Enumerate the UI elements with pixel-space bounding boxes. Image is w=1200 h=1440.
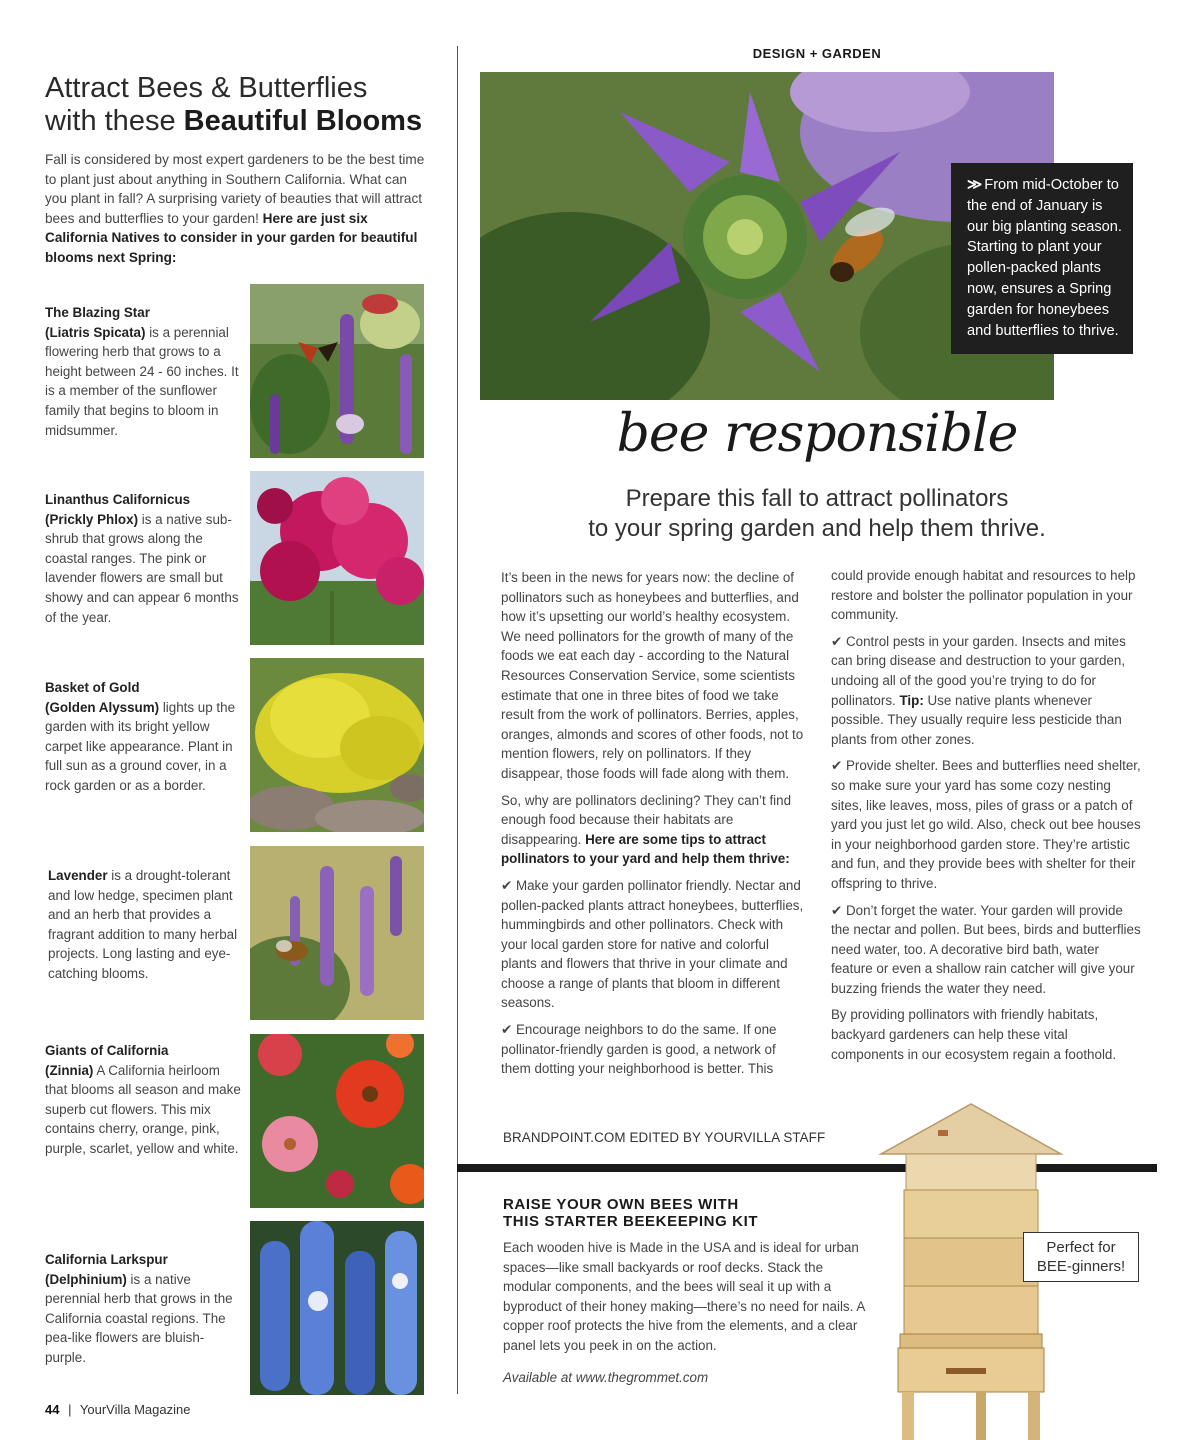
perfect-for-badge	[1023, 1232, 1139, 1282]
article-paragraph-1: It’s been in the news for years now: the decline of pollinators such as honeybees and butterflies, and how it’s upsetting our world’s healthy ecosystem. We need pollinators for the growth of many of the foods we eat each day - according to the Natural Resources Conservation Service, some scientists estimate that one in three bites of food we take result from the work of pollinators. Berries, apples, oranges, almonds and scores of other foods, not to mention flowers, rely on pollinators. If they disappear, those foods will fade along with them.	[501, 570, 804, 781]
prickly-phlox-photo	[250, 471, 424, 645]
tip-text: Don’t forget the water. Your garden will provide the nectar and pollen. But bees, birds and butterflies need water, too. A decorative bird bath, water feature or even a shallow rain catcher will give your buzzing friends the water they need.	[831, 902, 1141, 996]
tip-text: Control pests in your garden. Insects and mites can bring disease and destruction to your garden, undoing all of the good you’re trying to do for pollinators.	[831, 633, 1126, 708]
tip-shelter	[831, 756, 1141, 893]
flower-entry-blazing-star	[45, 303, 245, 440]
flower-latin: (Delphinium)	[45, 1271, 127, 1287]
article-column-1	[501, 568, 807, 1086]
checkmark-icon: ✔	[501, 1022, 513, 1038]
subhead-line-1: Prepare this fall to attract pollinators	[625, 485, 1009, 512]
blazing-star-photo	[250, 284, 424, 458]
flower-desc: A California heirloom that blooms all season and make superb cut flowers. This mix contains cherry, orange, pink, purple, scarlet, yellow and white.	[45, 1062, 241, 1156]
page-footer	[45, 1402, 190, 1417]
column-divider	[457, 46, 458, 1394]
tip-label: Tip:	[899, 692, 924, 708]
article-closing: By providing pollinators with friendly habitats, backyard gardeners can help these vital components in our ecosystem regain a foothold.	[831, 1007, 1117, 1062]
zinnia-photo	[250, 1034, 424, 1208]
tip-control-pests	[831, 632, 1141, 750]
badge-line-2: BEE-ginners!	[1036, 1258, 1126, 1275]
tip-text-end: Use native plants whenever possible. They usually require less pesticide than plants from other zones.	[831, 692, 1122, 747]
title-line-1: Attract Bees & Butterflies	[45, 72, 368, 104]
feature-subhead	[480, 484, 1154, 544]
title-line-2-bold: Beautiful Blooms	[183, 105, 423, 137]
flower-entry-zinnia	[45, 1041, 245, 1159]
kit-heading-line-1: RAISE YOUR OWN BEES WITH	[503, 1196, 739, 1213]
tip-text: Make your garden pollinator friendly. Nectar and pollen-packed plants attract honeybees, butterflies, hummingbirds and other pollinators. Check with your local garden store for native and colorful plants and flowers that thrive in your climate and choose a range of plants that bloom in different seasons.	[501, 877, 804, 1011]
golden-alyssum-photo	[250, 658, 424, 832]
kit-description: Each wooden hive is Made in the USA and is ideal for urban spaces—like small backyards or roof decks. Stack the modular components, and the bees will seal it up with a byproduct of their honey making—there’s no need for nails. A copper roof protects the hive from the elements, and a clear panel lets you peek in on the action.	[503, 1240, 865, 1353]
magazine-name: YourVilla Magazine	[79, 1402, 191, 1417]
tip-text: Provide shelter. Bees and butterflies need shelter, so make sure your yard has some cozy nesting sites, like leaves, moss, piles of grass or a patch of yard you just let go wild. Also, check out bee houses in your neighborhood garden store. They’re artistic and fun, and they provide bees with shelter for their offspring to thrive.	[831, 758, 1141, 891]
flower-name: California Larkspur	[45, 1252, 168, 1267]
callout-text: From mid-October to the end of January is our big planting season. Starting to plant your pollen-packed plants now, ensures a Spring garden for honeybees and butterflies to thrive.	[967, 177, 1122, 339]
lavender-photo	[250, 846, 424, 1020]
kit-heading	[503, 1196, 843, 1230]
flower-entry-linanthus	[45, 490, 245, 627]
footer-separator: |	[68, 1402, 72, 1417]
article-credit: BRANDPOINT.COM EDITED BY YOURVILLA STAFF	[503, 1130, 826, 1145]
page-number: 44	[45, 1402, 60, 1417]
flower-entry-basket-of-gold	[45, 678, 245, 796]
larkspur-photo	[250, 1221, 424, 1395]
flower-desc: is a native sub-shrub that grows along the coastal ranges. The pink or lavender flowers are small but showy and can appear 6 months of the year.	[45, 511, 239, 625]
planting-season-callout	[951, 163, 1133, 354]
double-chevron-icon: ≫	[967, 177, 983, 193]
article-column-2	[831, 566, 1141, 1071]
flower-name: The Blazing Star	[45, 305, 150, 320]
flower-name: Giants of California	[45, 1043, 169, 1058]
flower-desc: is a native perennial herb that grows in the California coastal regions. The pea-like flowers are bluish-purple.	[45, 1271, 233, 1365]
flower-latin: (Golden Alyssum)	[45, 699, 160, 715]
flower-name: Linanthus Californicus	[45, 492, 191, 507]
flower-desc: is a perennial flowering herb that grows to a height between 24 - 60 inches. It is a member of the sunflower family that begins to bloom in midsummer.	[45, 324, 239, 438]
kit-heading-line-2: THIS STARTER BEEKEEPING KIT	[503, 1213, 759, 1230]
badge-line-1: Perfect for	[1046, 1239, 1116, 1256]
checkmark-icon: ✔	[831, 758, 843, 774]
tip-neighbors-continued: could provide enough habitat and resources to help restore and bolster the pollinator population in your community.	[831, 568, 1136, 623]
p2-bold: Here are some tips to attract pollinators to your yard and help them thrive:	[501, 831, 790, 867]
tip-water	[831, 901, 1141, 999]
flower-name: Lavender	[48, 868, 108, 883]
flower-latin: (Zinnia)	[45, 1062, 94, 1078]
subhead-line-2: to your spring garden and help them thrive.	[588, 515, 1046, 542]
flower-entry-larkspur	[45, 1250, 245, 1368]
flower-desc: lights up the garden with its bright yellow carpet like appearance. Plant in full sun as a ground cover, in a rock garden or as a border.	[45, 699, 236, 793]
flower-latin: (Prickly Phlox)	[45, 511, 139, 527]
intro-text: Fall is considered by most expert gardeners to be the best time to plant just about anything in Southern California. What can you plant in fall? A surprising variety of beauties that will attract bees and butterflies to your garden!	[45, 152, 425, 226]
p2-text: So, why are pollinators declining? They can’t find enough food because their habitats are disappearing.	[501, 792, 792, 847]
flower-desc: is a drought-tolerant and low hedge, specimen plant and an herb that provides a fragrant addition to many herbal projects. Long lasting and eye-catching blooms.	[48, 868, 238, 981]
intro-paragraph	[45, 150, 425, 268]
checkmark-icon: ✔	[501, 877, 513, 893]
tip-pollinator-friendly	[501, 876, 807, 1013]
kit-availability: Available at www.thegrommet.com	[503, 1370, 709, 1385]
article-paragraph-2	[501, 791, 807, 869]
checkmark-icon: ✔	[831, 902, 843, 918]
checkmark-icon: ✔	[831, 633, 843, 649]
title-line-2-prefix: with these	[45, 105, 184, 137]
tip-text: Encourage neighbors to do the same. If one pollinator-friendly garden is good, a network of them dotting your neighborhood is better. This	[501, 1022, 777, 1077]
tip-neighbors	[501, 1020, 807, 1079]
flower-name: Basket of Gold	[45, 680, 140, 695]
intro-bold: Here are just six California Natives to consider in your garden for beautiful blooms next Spring:	[45, 210, 418, 265]
section-label: DESIGN + GARDEN	[752, 46, 882, 61]
flower-entry-lavender	[48, 866, 248, 984]
page-title	[45, 72, 445, 138]
feature-script-title: bee responsible	[616, 404, 1018, 464]
flower-latin: (Liatris Spicata)	[45, 324, 146, 340]
